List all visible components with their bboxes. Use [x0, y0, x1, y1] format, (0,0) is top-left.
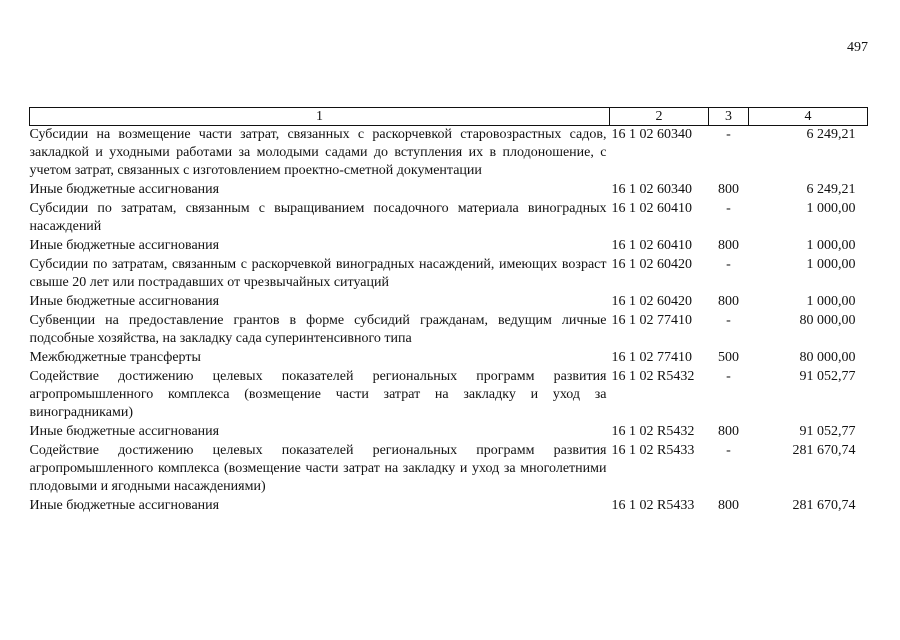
row-type: -	[726, 443, 731, 458]
row-code: 16 1 02 60410	[611, 201, 692, 216]
row-sum: 91 052,77	[799, 424, 856, 439]
row-code: 16 1 02 R5433	[611, 443, 695, 458]
row-sum: 1 000,00	[806, 201, 856, 216]
row-type: -	[726, 201, 731, 216]
row-sum: 281 670,74	[792, 498, 856, 513]
row-name: Субсидии по затратам, связанным с выращиванием посадочного материала виноградных насаждений	[29, 201, 607, 234]
row-code: 16 1 02 60340	[611, 182, 692, 197]
row-type: 800	[718, 294, 739, 309]
row-type: 800	[718, 498, 739, 513]
table-row	[30, 237, 868, 256]
table-row	[30, 349, 868, 368]
row-name: Субвенции на предоставление грантов в форме субсидий гражданам, ведущим личные подсобные хозяйства, на закладку сада суперинтенсивного типа	[29, 313, 607, 346]
row-type: 800	[718, 182, 739, 197]
row-type: -	[726, 369, 731, 384]
row-name: Субсидии по затратам, связанным с раскорчевкой виноградных насаждений, имеющих возраст свыше 20 лет или пострадавших от чрезвычайных ситуаций	[29, 257, 607, 290]
row-type: 800	[718, 424, 739, 439]
row-type: -	[726, 127, 731, 142]
table-row	[30, 126, 868, 182]
row-code: 16 1 02 R5432	[611, 424, 695, 439]
row-sum: 91 052,77	[799, 369, 856, 384]
header-col-3: 3	[709, 108, 749, 126]
table-row	[30, 256, 868, 293]
table-row	[30, 368, 868, 423]
row-name: Субсидии на возмещение части затрат, связанных с раскорчевкой старовозрастных садов, закладкой и уходными работами за молодыми садами до вступления их в плодоношение, с учетом затрат, связанных с изготовлением проектно-сметной документации	[29, 127, 607, 178]
row-code: 16 1 02 60420	[611, 294, 692, 309]
table-row	[30, 423, 868, 442]
page-number: 497	[847, 40, 868, 55]
table-row	[30, 497, 868, 516]
row-name: Содействие достижению целевых показателей региональных программ развития агропромышленного комплекса (возмещение части затрат на закладку и уход за многолетними плодовыми и ягодными насаждениями)	[29, 443, 607, 494]
table-header-row	[30, 108, 868, 126]
row-sum: 6 249,21	[806, 127, 856, 142]
row-code: 16 1 02 60420	[611, 257, 692, 272]
row-sum: 1 000,00	[806, 257, 856, 272]
row-type: -	[726, 257, 731, 272]
row-sum: 281 670,74	[792, 443, 856, 458]
row-name: Содействие достижению целевых показателей региональных программ развития агропромышленного комплекса (возмещение части затрат на закладку и уход за виноградниками)	[29, 369, 607, 420]
row-sum: 80 000,00	[799, 313, 856, 328]
table-row	[30, 200, 868, 237]
row-type: 800	[718, 238, 739, 253]
row-name: Иные бюджетные ассигнования	[29, 498, 220, 513]
header-col-1: 1	[30, 108, 610, 126]
row-sum: 6 249,21	[806, 182, 856, 197]
row-code: 16 1 02 60410	[611, 238, 692, 253]
row-code: 16 1 02 R5432	[611, 369, 695, 384]
row-sum: 80 000,00	[799, 350, 856, 365]
budget-table	[29, 107, 868, 516]
row-code: 16 1 02 77410	[611, 350, 692, 365]
header-col-2: 2	[610, 108, 709, 126]
table-row	[30, 442, 868, 497]
row-sum: 1 000,00	[806, 238, 856, 253]
row-name: Иные бюджетные ассигнования	[29, 424, 220, 439]
row-sum: 1 000,00	[806, 294, 856, 309]
row-type: 500	[718, 350, 739, 365]
row-type: -	[726, 313, 731, 328]
row-name: Иные бюджетные ассигнования	[29, 294, 220, 309]
row-name: Межбюджетные трансферты	[29, 350, 201, 365]
header-col-4: 4	[749, 108, 868, 126]
row-code: 16 1 02 77410	[611, 313, 692, 328]
row-name: Иные бюджетные ассигнования	[29, 238, 220, 253]
row-code: 16 1 02 60340	[611, 127, 692, 142]
row-code: 16 1 02 R5433	[611, 498, 695, 513]
table-row	[30, 293, 868, 312]
row-name: Иные бюджетные ассигнования	[29, 182, 220, 197]
table-row	[30, 181, 868, 200]
table-row	[30, 312, 868, 349]
